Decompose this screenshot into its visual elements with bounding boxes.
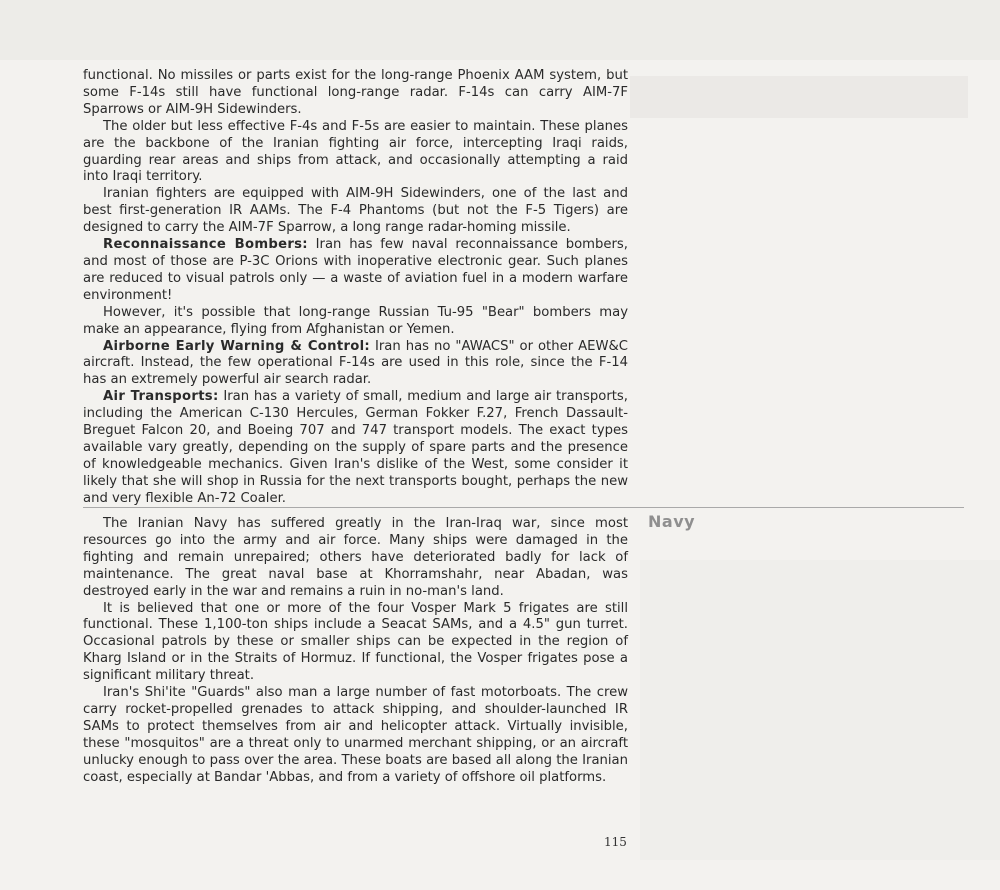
transport-paragraph — [83, 389, 628, 507]
body-paragraph: functional. No missiles or parts exist for the long-range Phoenix AAM system, but some F-14s still have functional long-range radar. F-14s can carry AIM-7F Sparrows or AIM-9H Sidewinders. — [83, 68, 628, 117]
show-through-top — [0, 0, 1000, 60]
aew-paragraph — [83, 339, 628, 390]
transport-heading: Air Transports: — [103, 389, 219, 405]
section-divider — [83, 507, 964, 508]
body-paragraph: The Iranian Navy has suffered greatly in the Iran-Iraq war, since most resources go into the army and air force. Many ships were damaged in the fighting and remain unrepaired; others have deteriorated badly for lack of maintenance. The great naval base at Khorramshahr, near Abadan, was destroyed early in the war and remains a ruin in no-man's land. — [83, 516, 628, 599]
body-paragraph: The older but less effective F-4s and F-5s are easier to maintain. These planes are the backbone of the Iranian fighting air force, intercepting Iraqi raids, guarding rear areas and ships from attack, and occasionally attempting a raid into Iraqi territory. — [83, 118, 628, 185]
body-paragraph: Iran's Shi'ite "Guards" also man a large number of fast motorboats. The crew carry rocket-propelled grenades to attack shipping, and shoulder-launched IR SAMs to protect themselves from air and helicopter attack. Virtually invisible, these "mosquitos" are a threat only to unarmed merchant shipping, or an aircraft unlucky enough to pass over the area. These boats are based all along the Iranian coast, especially at Bandar 'Abbas, and from a variety of offshore oil platforms. — [83, 685, 628, 785]
aew-text: Iran has no "AWACS" or other AEW&C aircraft. Instead, the few operational F-14s are used in this role, since the F-14 has an extremely powerful air search radar. — [83, 338, 628, 388]
navy-section-label: Navy — [648, 512, 696, 531]
show-through-band — [630, 76, 968, 118]
body-paragraph: It is believed that one or more of the four Vosper Mark 5 frigates are still functional. These 1,100-ton ships include a Seacat SAMs, and a 4.5" gun turret. Occasional patrols by these or smaller ships can be expected in the region of Kharg Island or in the Straits of Hormuz. If functional, the Vosper frigates pose a significant military threat. — [83, 600, 628, 684]
air-force-column — [83, 68, 628, 508]
recon-heading: Reconnaissance Bombers: — [103, 237, 308, 253]
body-paragraph: Iranian fighters are equipped with AIM-9H Sidewinders, one of the last and best first-generation IR AAMs. The F-4 Phantoms (but not the F-5 Tigers) are designed to carry the AIM-7F Sparrow, a long range radar-homing missile. — [83, 186, 628, 236]
recon-text: Iran has few naval reconnaissance bombers, and most of those are P-3C Orions with inoperative electronic gear. Such planes are reduced to visual patrols only — a waste of aviation fuel in a modern warfare environment! — [83, 237, 628, 303]
transport-text: Iran has a variety of small, medium and large air transports, including the American C-130 Hercules, German Fokker F.27, French Dassault-Breguet Falcon 20, and Boeing 707 and 747 transport models. The exact types available vary greatly, depending on the supply of spare parts and the presence of knowledgeable mechanics. Given Iran's dislike of the West, some consider it likely that she will shop in Russia for the next transports bought, perhaps the new and very flexible An-72 Coaler. — [83, 389, 628, 506]
aew-heading: Airborne Early Warning & Control: — [103, 338, 371, 354]
navy-column — [83, 516, 628, 787]
show-through-lower — [640, 560, 1000, 860]
body-paragraph: However, it's possible that long-range Russian Tu-95 "Bear" bombers may make an appearance, flying from Afghanistan or Yemen. — [83, 304, 628, 337]
recon-paragraph — [83, 237, 628, 305]
page-number: 115 — [604, 835, 627, 849]
